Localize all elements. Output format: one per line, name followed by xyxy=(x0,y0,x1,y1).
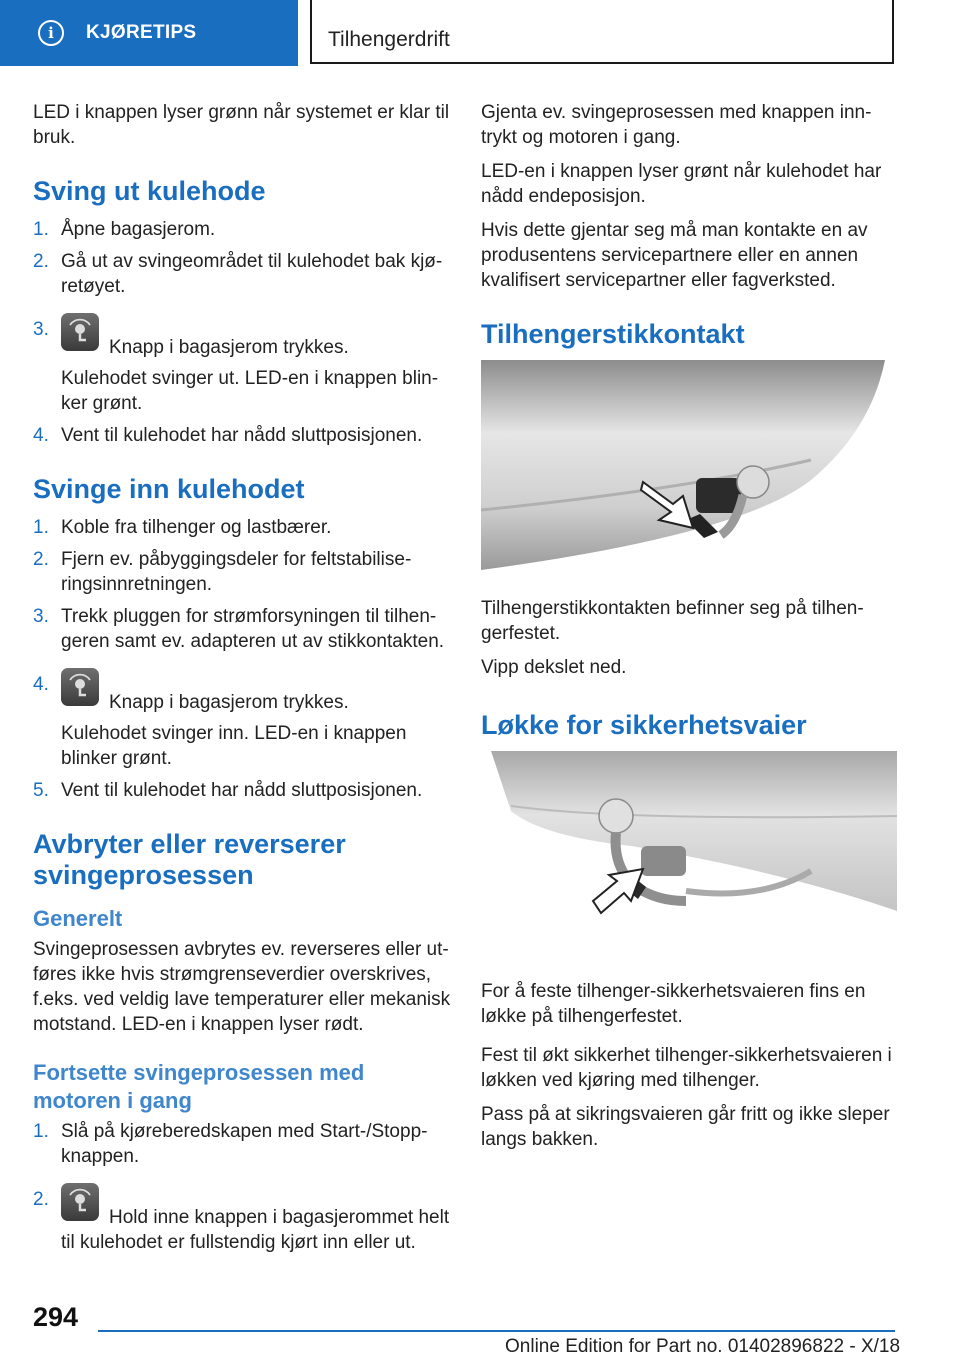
list-item: 2. Fjern ev. påbyggingsdeler for feltstabiliseringsinnretningen. xyxy=(33,549,412,595)
loop-purpose-text: For å feste tilhenger-sikkerhetsvaieren fins en løkke på tilhengerfestet. xyxy=(481,981,866,1027)
edition-text: Online Edition for Part no. 01402896822 - X/18 xyxy=(505,1336,901,1357)
list-item: 5. Vent til kulehodet har nådd sluttposisjonen. xyxy=(33,780,423,801)
intro-text: LED i knappen lyser grønn når systemet er klar til bruk. xyxy=(33,102,450,148)
list-item: 3. Knapp i bagasjerom trykkes. Kulehodet svinger ut. LED-en i knappen blinker grønt. xyxy=(33,317,453,416)
generelt-text: Svingeprosessen avbrytes ev. reverseres eller utføres ikke hvis strømgrenseverdier overskrives, f.eks. ved veldig lave temperaturer eller mekanisk motstand. LED-en i knappen lyser rødt. xyxy=(33,939,451,1035)
heading-stikkontakt: Tilhengerstikkontakt xyxy=(481,319,745,349)
repeat-text: Gjenta ev. svingeprosessen med knappen inntrykt og motoren i gang. xyxy=(481,102,872,148)
list-item: 1. Koble fra tilhenger og lastbærer. xyxy=(33,517,332,538)
list-item: 2. Hold inne knappen i bagasjerommet helt til kulehodet er fullstendig kjørt inn eller ut. xyxy=(33,1187,453,1255)
fortsette-steps xyxy=(33,1119,453,1255)
led-text: LED-en i knappen lyser grønt når kulehodet har nådd endeposisjon. xyxy=(481,161,882,207)
left-column xyxy=(33,100,453,1262)
chapter-title: Tilhengerdrift xyxy=(328,28,450,51)
info-icon: i xyxy=(38,20,64,46)
heading-lokke: Løkke for sikkerhetsvaier xyxy=(481,710,807,740)
list-item: 2. Gå ut av svingeområdet til kulehodet bak kjøretøyet. xyxy=(33,251,443,297)
socket-location-text: Tilhengerstikkontakten befinner seg på tilhengerfestet. xyxy=(481,598,864,644)
socket-illustration xyxy=(481,360,897,582)
safety-loop-illustration xyxy=(481,751,897,951)
chapter-header xyxy=(310,0,894,64)
list-item: 1. Åpne bagasjerom. xyxy=(33,219,216,240)
heading-fortsette: Fortsette svingeprosessen med motoren i gang xyxy=(33,1060,365,1113)
loop-fasten-text: Fest til økt sikkerhet tilhenger-sikkerhetsvaieren i løkken ved kjøring med tilhenger. xyxy=(481,1045,892,1091)
heading-svinge-inn: Svinge inn kulehodet xyxy=(33,474,305,504)
heading-generelt: Generelt xyxy=(33,906,123,931)
section-tab xyxy=(0,0,298,66)
section-label: KJØRETIPS xyxy=(86,22,197,43)
service-text: Hvis dette gjentar seg må man kontakte en av produsentens servicepartnere eller en annen kvalifisert servicepartner eller fagverksted. xyxy=(481,220,868,291)
list-item: 4. Knapp i bagasjerom trykkes. Kulehodet svinger inn. LED-en i knappen blinker grønt. xyxy=(33,672,453,771)
sving-ut-steps xyxy=(33,217,453,448)
list-item: 3. Trekk pluggen for strømforsyningen til tilhengeren samt ev. adapteren ut av stikkontakten. xyxy=(33,606,445,652)
right-column xyxy=(481,100,897,1161)
tow-hitch-button-icon xyxy=(61,313,99,351)
tow-hitch-button-icon xyxy=(61,1183,99,1221)
footer-divider xyxy=(98,1330,895,1332)
list-item: 4. Vent til kulehodet har nådd sluttposisjonen. xyxy=(33,425,423,446)
page-number: 294 xyxy=(33,1302,79,1332)
heading-sving-ut: Sving ut kulehode xyxy=(33,176,266,206)
svinge-inn-steps xyxy=(33,515,453,803)
loop-warning-text: Pass på at sikringsvaieren går fritt og ikke sleper langs bakken. xyxy=(481,1104,890,1150)
tow-hitch-button-icon xyxy=(61,668,99,706)
socket-cover-text: Vipp dekslet ned. xyxy=(481,657,627,678)
heading-avbryter: Avbryter eller reverserer svingeprosessen xyxy=(33,829,346,890)
list-item: 1. Slå på kjøreberedskapen med Start-/Stopp-knappen. xyxy=(33,1121,428,1167)
